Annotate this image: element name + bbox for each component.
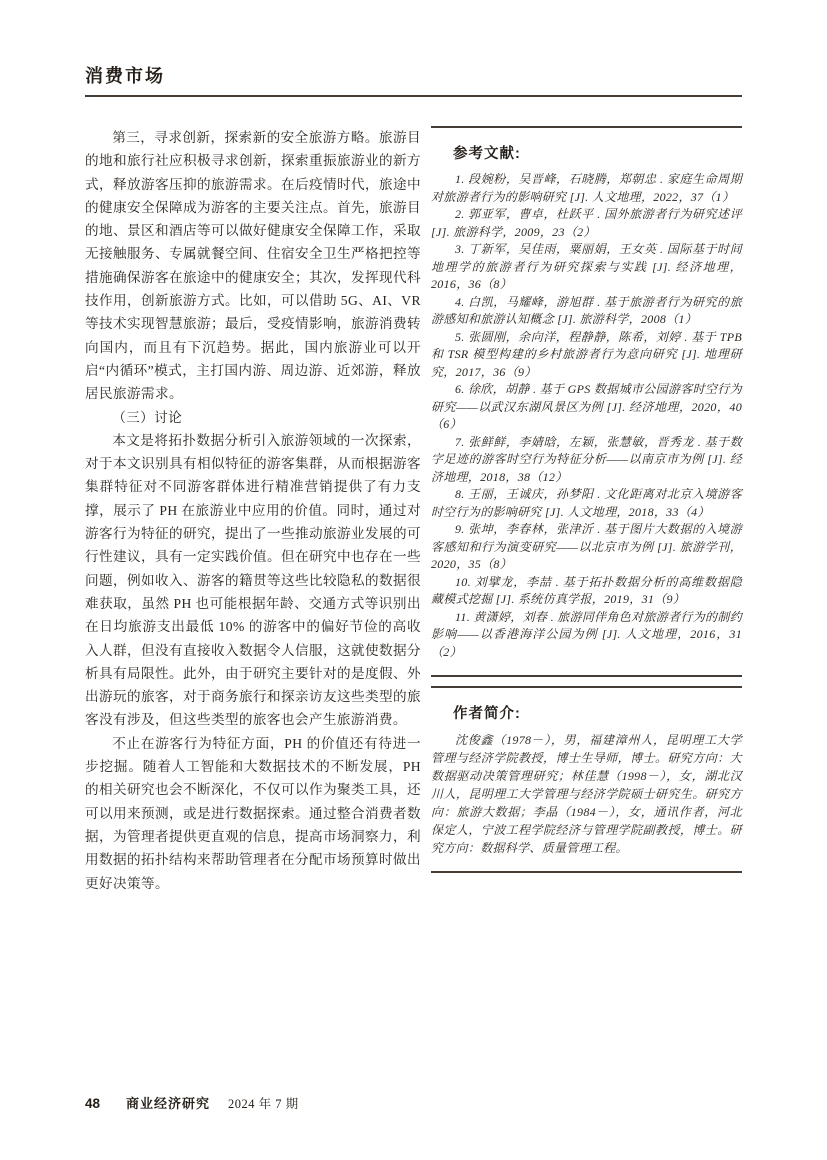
body-paragraph: 本文是将拓扑数据分析引入旅游领域的一次探索，对于本文识别具有相似特征的游客集群，从而根据游客集群特征对不同游客群体进行精准营销提供了有力支撑，展示了 PH 在旅游业中应用的价值。同时，通过对游客行为特征的研究，提出了一些推动旅游业发展的可行性建议，具有一定实践价值。但在研究中也存在一些问题，例如收入、游客的籍贯等这些比较隐私的数据很难获取，虽然 PH 也可能根据年龄、交通方式等识别出在日均旅游支出最低 10% 的游客中的偏好节俭的高收入人群，但没有直接收入数据令人信服，这就使数据分析具有局限性。此外，由于研究主要针对的是度假、外出游玩的旅客，对于商务旅行和探亲访友这些类型的旅客没有涉及，但这些类型的旅客也会产生旅游消费。	[85, 432, 421, 728]
page-number: 48	[85, 1096, 101, 1111]
references-box	[431, 126, 742, 677]
reference-item: 1. 段婉粉，吴晋峰，石晓腾，郑朝忠 . 家庭生命周期对旅游者行为的影响研究 [J]. 人文地理，2022，37（1）	[431, 172, 742, 204]
subsection-heading: （三）讨论	[112, 409, 183, 425]
page-content	[85, 62, 742, 895]
journal-name: 商业经济研究	[126, 1096, 211, 1111]
reference-item: 11. 黄潇婷，刘春 . 旅游同伴角色对旅游者行为的制约影响——以香港海洋公园为例 [J]. 人文地理，2016，31（2）	[431, 609, 742, 659]
references-header: 参考文献:	[453, 146, 521, 162]
reference-item: 4. 白凯，马耀峰，游旭群 . 基于旅游者行为研究的旅游感知和旅游认知概念 [J]. 旅游科学，2008（1）	[431, 294, 742, 326]
reference-item: 5. 张圆刚，余向洋，程静静，陈希，刘婷 . 基于 TPB 和 TSR 模型构建的乡村旅游者行为意向研究 [J]. 地理研究，2017，36（9）	[431, 329, 742, 379]
body-paragraph: 不止在游客行为特征方面，PH 的价值还有待进一步挖掘。随着人工智能和大数据技术的不断发展，PH 的相关研究也会不断深化，不仅可以作为聚类工具，还可以用来预测，或是进行数据探索。通过整合消费者数据，为管理者提供更直观的信息，提高市场洞察力，利用数据的拓扑结构来帮助管理者在分配市场预算时做出更好决策等。	[85, 735, 421, 891]
body-paragraph: 第三，寻求创新，探索新的安全旅游方略。旅游目的地和旅行社应积极寻求创新，探索重振旅游业的新方式，释放游客压抑的旅游需求。在后疫情时代，旅途中的健康安全保障成为游客的主要关注点。首先，旅游目的地、景区和酒店等可以做好健康安全保障工作，采取无接触服务、专属就餐空间、住宿安全卫生严格把控等措施确保游客在旅途中的健康安全；其次，发挥现代科技作用，创新旅游方式。比如，可以借助 5G、AI、VR 等技术实现智慧旅游；最后，受疫情影响，旅游消费转向国内，而且有下沉趋势。据此，国内旅游业可以开启“内循环”模式，主打国内游、周边游、近郊游，释放居民旅游需求。	[85, 130, 421, 402]
reference-item: 2. 郭亚军，曹卓，杜跃平 . 国外旅游者行为研究述评 [J]. 旅游科学，2009，23（2）	[431, 207, 742, 239]
reference-item: 7. 张鲜鲜，李婧晗，左颖，张慧敏，晋秀龙 . 基于数字足迹的游客时空行为特征分析——以南京市为例 [J]. 经济地理，2018，38（12）	[431, 434, 742, 484]
page-footer	[85, 1093, 299, 1112]
sidebar-column	[431, 126, 742, 873]
two-column-layout	[85, 126, 742, 895]
reference-item: 8. 王丽，王诚庆，孙梦阳 . 文化距离对北京入境游客时空行为的影响研究 [J]. 人文地理，2018，33（4）	[431, 487, 742, 519]
reference-item: 6. 徐欣，胡静 . 基于 GPS 数据城市公园游客时空行为研究——以武汉东湖风景区为例 [J]. 经济地理，2020，40（6）	[431, 382, 742, 431]
article-body-column	[85, 126, 421, 895]
issue-label: 2024 年 7 期	[228, 1097, 299, 1111]
author-bio-box	[431, 686, 742, 873]
reference-item: 3. 丁新军，吴佳雨，粟丽娟，王女英 . 国际基于时间地理学的旅游者行为研究探索与实践 [J]. 经济地理，2016，36（8）	[431, 242, 742, 291]
author-bio-text: 沈俊鑫（1978－），男，福建漳州人，昆明理工大学管理与经济学院教授，博士生导师，博士。研究方向：大数据驱动决策管理研究；林佳慧（1998－），女，湖北汉川人，昆明理工大学管理与经济学院硕士研究生。研究方向：旅游大数据；李晶（1984－），女，通讯作者，河北保定人，宁波工程学院经济与管理学院副教授，博士。研究方向：数据科学、质量管理工程。	[431, 733, 742, 855]
reference-item: 9. 张坤，李春林，张津沂 . 基于图片大数据的入境游客感知和行为演变研究——以北京市为例 [J]. 旅游学刊，2020，35（8）	[431, 522, 742, 571]
reference-item: 10. 刘擘龙，李喆 . 基于拓扑数据分析的高维数据隐藏模式挖掘 [J]. 系统仿真学报，2019，31（9）	[431, 574, 742, 606]
section-header: 消费市场	[85, 62, 742, 97]
author-bio-header: 作者简介:	[453, 706, 521, 722]
